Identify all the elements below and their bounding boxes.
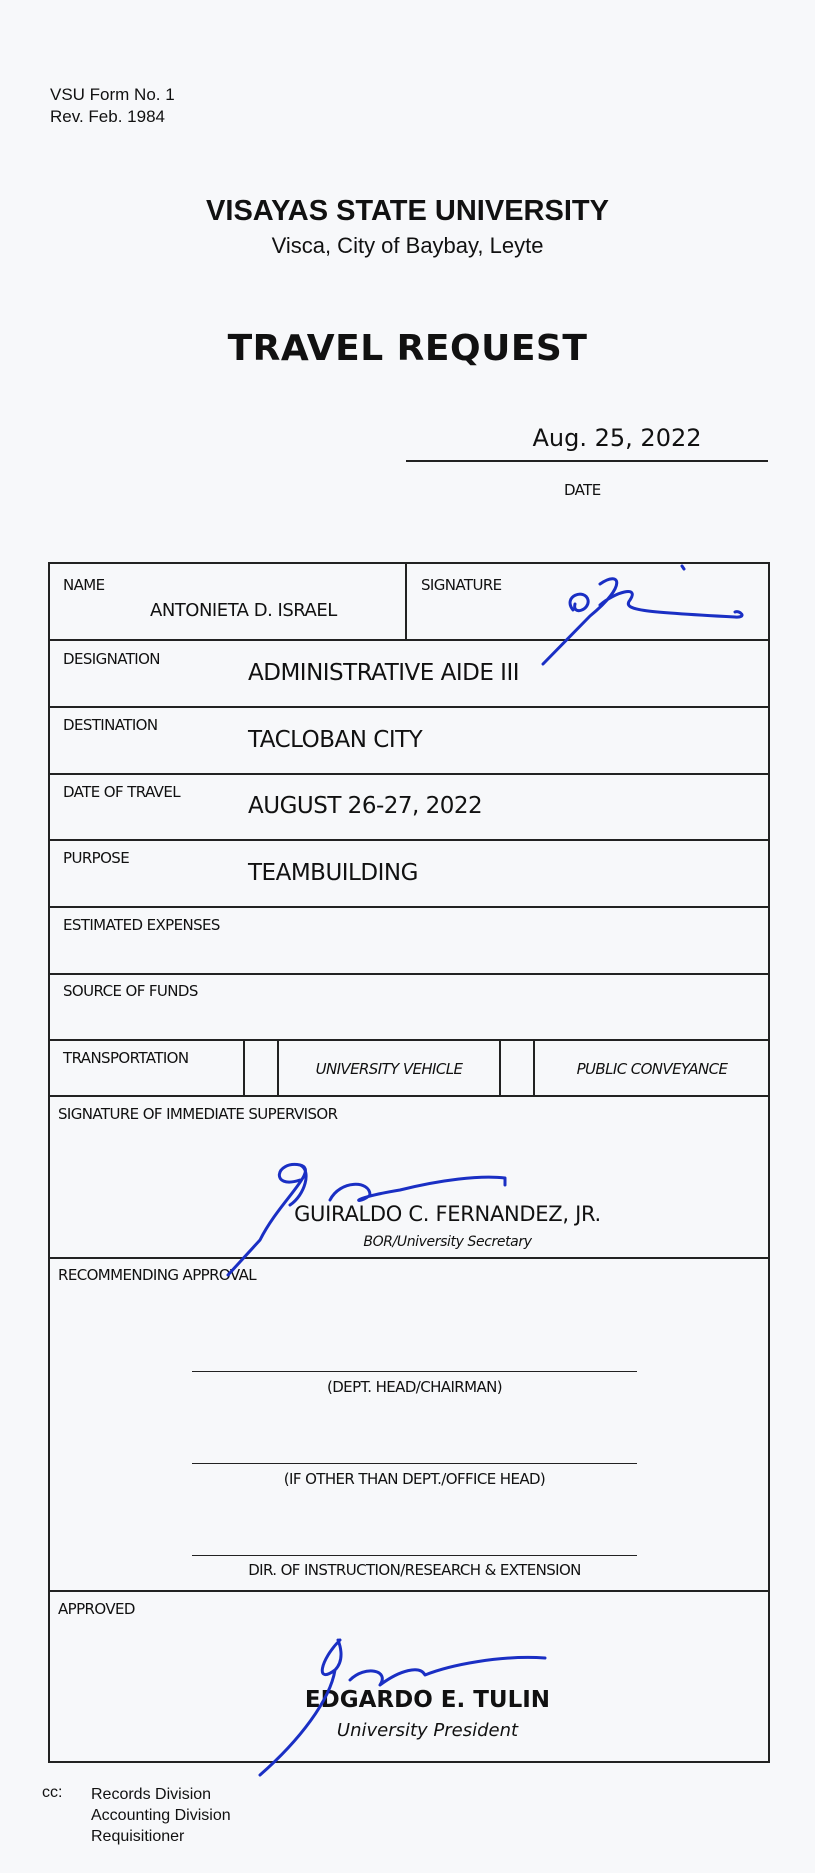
transport-university-vehicle: UNIVERSITY VEHICLE bbox=[315, 1060, 463, 1078]
transport-public-conveyance: PUBLIC CONVEYANCE bbox=[576, 1060, 728, 1078]
president-signature bbox=[260, 1640, 545, 1775]
cc-item: Accounting Division bbox=[91, 1807, 231, 1824]
designation-label: DESIGNATION bbox=[63, 650, 160, 668]
cc-item: Records Division bbox=[91, 1786, 212, 1803]
recommending-label: RECOMMENDING APPROVAL bbox=[58, 1266, 256, 1284]
destination-value: TACLOBAN CITY bbox=[248, 727, 423, 753]
university-name: VISAYAS STATE UNIVERSITY bbox=[206, 195, 609, 227]
name-label: NAME bbox=[63, 576, 105, 594]
date-of-travel-value: AUGUST 26-27, 2022 bbox=[248, 793, 483, 819]
supervisor-label: SIGNATURE OF IMMEDIATE SUPERVISOR bbox=[58, 1105, 338, 1123]
signature-label: SIGNATURE bbox=[421, 576, 502, 594]
cc-item: Requisitioner bbox=[91, 1828, 185, 1845]
supervisor-title: BOR/University Secretary bbox=[363, 1234, 532, 1250]
requester-signature bbox=[543, 566, 742, 664]
other-head-label: (IF OTHER THAN DEPT./OFFICE HEAD) bbox=[283, 1470, 546, 1488]
source-of-funds-label: SOURCE OF FUNDS bbox=[63, 982, 198, 1000]
approver-name: EDGARDO E. TULIN bbox=[304, 1687, 551, 1713]
approved-label: APPROVED bbox=[58, 1600, 135, 1618]
page-title: TRAVEL REQUEST bbox=[227, 328, 588, 369]
purpose-value: TEAMBUILDING bbox=[248, 860, 418, 886]
university-address: Visca, City of Baybay, Leyte bbox=[271, 233, 544, 258]
transportation-label: TRANSPORTATION bbox=[63, 1049, 189, 1067]
date-label: DATE bbox=[564, 481, 601, 499]
request-date: Aug. 25, 2022 bbox=[532, 424, 702, 452]
destination-label: DESTINATION bbox=[63, 716, 158, 734]
supervisor-signature bbox=[228, 1164, 505, 1275]
designation-value: ADMINISTRATIVE AIDE III bbox=[248, 660, 520, 686]
purpose-label: PURPOSE bbox=[63, 849, 130, 867]
form-number: VSU Form No. 1 bbox=[50, 85, 175, 104]
director-label: DIR. OF INSTRUCTION/RESEARCH & EXTENSION bbox=[248, 1561, 581, 1579]
approver-title: University President bbox=[336, 1720, 519, 1741]
cc-label: cc: bbox=[42, 1784, 63, 1801]
estimated-expenses-label: ESTIMATED EXPENSES bbox=[63, 916, 220, 934]
supervisor-name: GUIRALDO C. FERNANDEZ, JR. bbox=[294, 1202, 601, 1226]
name-value: ANTONIETA D. ISRAEL bbox=[150, 600, 337, 621]
dept-head-label: (DEPT. HEAD/CHAIRMAN) bbox=[326, 1378, 502, 1396]
form-revision: Rev. Feb. 1984 bbox=[50, 107, 165, 126]
date-of-travel-label: DATE OF TRAVEL bbox=[63, 783, 180, 801]
